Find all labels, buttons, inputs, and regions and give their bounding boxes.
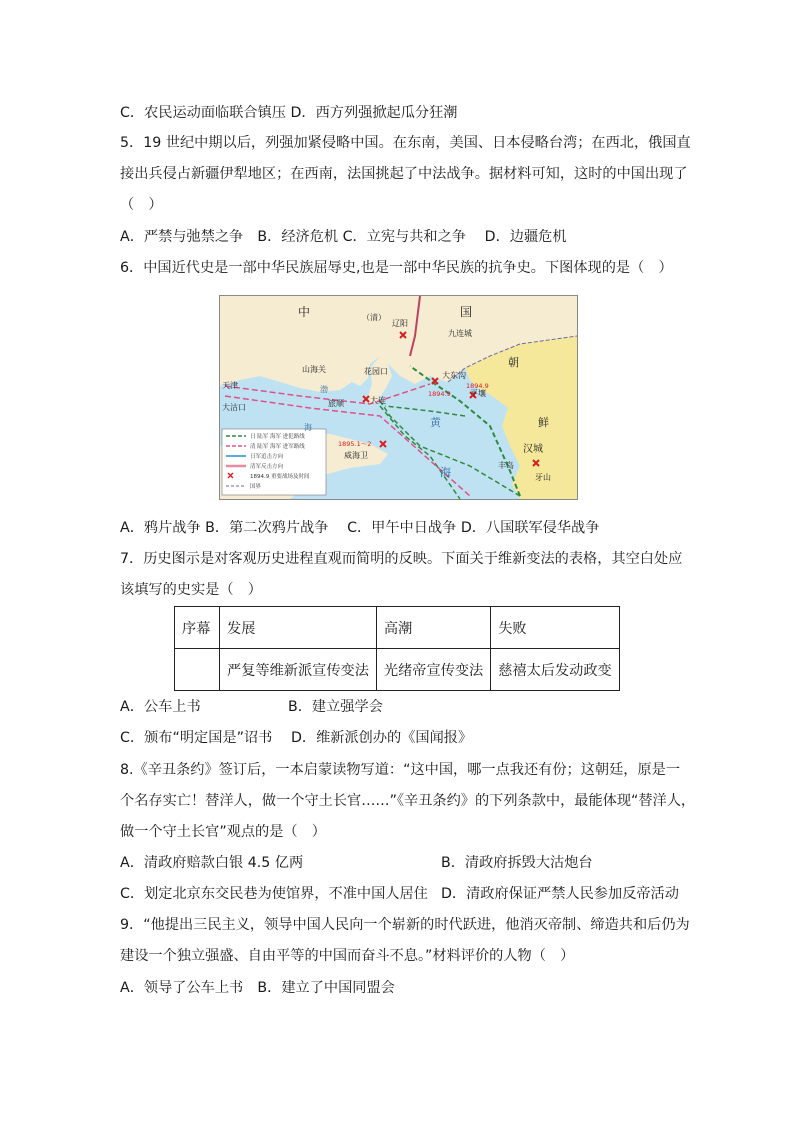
q7-stem-line1: 7．历史图示是对客观历史进程直观而简明的反映。下面关于维新变法的表格，其空白处应	[120, 551, 683, 567]
label-dadonggou: 大东沟	[442, 371, 466, 380]
legend-japan-pursuit: 日军追击方向	[250, 454, 284, 460]
q7-stem-line2: 该填写的史实是（ ）	[120, 582, 262, 598]
label-qing: （清）	[362, 313, 386, 322]
q8-stem-line2: 个名存实亡！替洋人，做一个守土长官……”《辛丑条约》的下列条款中，最能体现“替洋人，	[120, 793, 696, 809]
label-tianjin: 天津	[222, 381, 238, 390]
label-yashan: 牙山	[535, 473, 551, 482]
table-header-cell: 失败	[491, 607, 620, 649]
label-dalian: 大连	[370, 396, 386, 405]
label-pyongyang: 平壤	[470, 389, 486, 398]
q8-option-a: A．清政府赔款白银 4.5 亿两	[120, 855, 304, 871]
table-header-cell: 高潮	[376, 607, 490, 649]
table-cell: 光绪帝宣传变法	[376, 649, 490, 691]
q9-stem-line2: 建设一个独立强盛、自由平等的中国而奋斗不息。”材料评价的人物（ ）	[120, 948, 575, 964]
q7-option-b: B．建立强学会	[288, 699, 383, 715]
label-huayuankou: 花园口	[364, 367, 388, 376]
label-lushun: 旅顺	[328, 399, 344, 408]
label-shanhaiguan: 山海关	[302, 365, 326, 374]
label-huang: 黄	[430, 416, 441, 429]
q7-options-cd: C．颁布“明定国是”诏书 D．维新派创办的《国闻报》	[120, 730, 473, 746]
label-bo: 渤	[320, 385, 328, 394]
q8-option-c: C．划定北京东交民巷为使馆界，不准中国人居住	[120, 886, 428, 902]
table-row	[175, 649, 620, 691]
table-header-cell: 发展	[220, 607, 377, 649]
q6-stem: 6．中国近代史是一部中华民族屈辱史,也是一部中华民族的抗争史。下图体现的是（ ）	[120, 260, 673, 276]
legend-qing: 清 陆军 海军 进军路线	[250, 444, 305, 450]
label-hancheng: 汉城	[523, 444, 543, 455]
label-dagukou: 大沽口	[222, 403, 246, 412]
q8-option-b: B．清政府拆毁大沽炮台	[441, 855, 593, 871]
label-china-1: 中	[298, 305, 311, 319]
q8-stem-line3: 做一个守土长官”观点的是（ ）	[120, 824, 326, 840]
label-date-2: 1894.9	[466, 382, 489, 390]
q6-options: A．鸦片战争 B．第二次鸦片战争 C．甲午中日战争 D．八国联军侵华战争	[120, 520, 600, 536]
label-hai: 海	[304, 423, 312, 432]
q5-stem-line2: 接出兵侵占新疆伊犁地区；在西南，法国挑起了中法战争。据材料可知，这时的中国出现了	[120, 166, 688, 182]
legend-battle: 1894.9 重要战场及时间	[250, 474, 310, 480]
label-date-3: 1895.1～2	[338, 440, 372, 448]
legend-border: 国界	[250, 484, 262, 490]
q8-option-d: D．清政府保证严禁人民参加反帝活动	[441, 886, 679, 902]
label-china-2: 国	[460, 305, 473, 319]
q7-reform-table	[174, 606, 620, 691]
table-header-row	[175, 607, 620, 649]
table-header-cell: 序幕	[175, 607, 220, 649]
q8-stem-line1: 8.《辛丑条约》签订后，一本启蒙读物写道：“这中国，哪一点我还有份；这朝廷，原是一	[120, 762, 681, 778]
q5-stem-line3: （ ）	[120, 197, 163, 213]
table-cell: 严复等维新派宣传变法	[220, 649, 377, 691]
q9-options: A．领导了公车上书 B．建立了中国同盟会	[120, 980, 395, 996]
q9-stem-line1: 9．“他提出三民主义，领导中国人民向一个崭新的时代跃进，他消灭帝制、缔造共和后仍为	[120, 917, 690, 933]
label-liaoyang: 辽阳	[392, 319, 408, 328]
label-chao: 朝	[508, 356, 519, 369]
table-cell-blank	[175, 649, 220, 691]
legend-qing-counter: 清军反击方向	[250, 464, 284, 470]
q5-options: A．严禁与弛禁之争 B．经济危机 C．立宪与共和之争 D．边疆危机	[120, 229, 567, 245]
label-fengdao: 丰岛	[498, 461, 514, 470]
q5-stem-line1: 5．19 世纪中期以后，列强加紧侵略中国。在东南，美国、日本侵略台湾；在西北，俄国直	[120, 135, 691, 151]
legend-japan: 日 陆军 海军 进犯路线	[250, 434, 305, 440]
label-jiuliancheng: 九连城	[448, 329, 472, 338]
sino-japanese-war-map	[219, 295, 578, 500]
q7-option-a: A．公车上书	[120, 699, 201, 715]
label-date-1: 1894.9	[428, 390, 451, 398]
label-hai2: 海	[440, 466, 451, 479]
label-weihaiwei: 威海卫	[344, 451, 368, 460]
label-xian: 鲜	[538, 416, 549, 429]
table-cell: 慈禧太后发动政变	[491, 649, 620, 691]
q4-options-tail: C．农民运动面临联合镇压 D．西方列强掀起瓜分狂潮	[120, 105, 458, 121]
